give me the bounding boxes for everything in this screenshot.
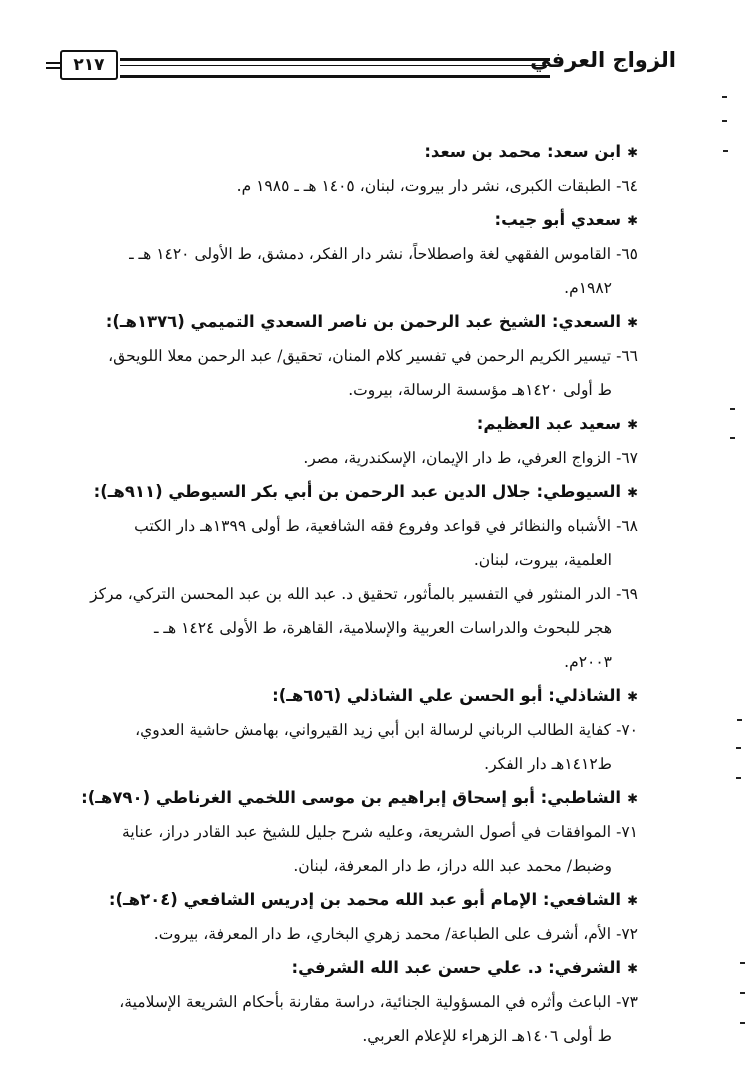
entry-line [36,747,638,781]
entry-line [36,849,638,883]
entry-number: ٦٤- [616,177,638,195]
asterisk-bullet-icon: ✱ [627,418,638,433]
author-name: ابن سعد: محمد بن سعد: [424,142,622,161]
entry-line [36,543,638,577]
entry-line [36,169,638,203]
entry-line [36,441,638,475]
author-name: الشاذلي: أبو الحسن علي الشاذلي (٦٥٦هـ): [272,686,622,705]
margin-mark [730,437,735,439]
asterisk-bullet-icon: ✱ [627,316,638,331]
header-double-rule [120,58,550,78]
bibliography-entry [36,985,638,1053]
entry-number: ٦٧- [616,449,638,467]
author-heading [36,475,638,509]
header-left-rule [46,62,60,64]
entry-text: ط١٤١٢هـ دار الفكر. [484,755,612,773]
author-heading [36,203,638,237]
entry-line [36,509,638,543]
author-name: الشافعي: الإمام أبو عبد الله محمد بن إدريس الشافعي (٢٠٤هـ): [108,890,622,909]
page-header [46,46,676,86]
entry-text: الأشباه والنظائر في قواعد وفروع فقه الشافعية، ط أولى ١٣٩٩هـ دار الكتب [134,517,612,535]
entry-line [36,645,638,679]
entry-number: ٧١- [616,823,638,841]
bibliography-entry [36,509,638,577]
author-heading [36,951,638,985]
page-number: ٢١٧ [60,50,118,80]
asterisk-bullet-icon: ✱ [627,690,638,705]
author-name: الشرفي: د. علي حسن عبد الله الشرفي: [291,958,622,977]
entry-text: الأم، أشرف على الطباعة/ محمد زهري البخاري، ط دار المعرفة، بيروت. [153,925,612,943]
bibliography-entry [36,917,638,951]
entry-text: هجر للبحوث والدراسات العربية والإسلامية، القاهرة، ط الأولى ١٤٢٤ هـ ـ [153,619,612,637]
running-title: الزواج العرفي [530,48,676,72]
entry-text: العلمية، بيروت، لبنان. [473,551,612,569]
entry-number: ٧٠- [616,721,638,739]
author-name: سعيد عبد العظيم: [476,414,622,433]
entry-line [36,1019,638,1053]
bibliography-entry [36,441,638,475]
entry-text: وضبط/ محمد عبد الله دراز، ط دار المعرفة، لبنان. [293,857,612,875]
entry-text: ١٩٨٢م. [564,279,612,297]
margin-mark [723,150,728,152]
author-name: السيوطي: جلال الدين عبد الرحمن بن أبي بكر السيوطي (٩١١هـ): [93,482,622,501]
entry-line [36,611,638,645]
margin-mark [722,120,727,122]
author-heading [36,883,638,917]
entry-text: ٢٠٠٣م. [564,653,612,671]
entry-text: الباعث وأثره في المسؤولية الجنائية، دراسة مقارنة بأحكام الشريعة الإسلامية، [119,993,612,1011]
margin-mark [740,962,745,964]
entry-line [36,985,638,1019]
entry-text: القاموس الفقهي لغة واصطلاحاً، نشر دار الفكر، دمشق، ط الأولى ١٤٢٠ هـ ـ [129,245,612,263]
asterisk-bullet-icon: ✱ [627,214,638,229]
entry-text: تيسير الكريم الرحمن في تفسير كلام المنان، تحقيق/ عبد الرحمن معلا اللويحق، [108,347,612,365]
author-heading [36,135,638,169]
entry-line [36,373,638,407]
entry-text: الزواج العرفي، ط دار الإيمان، الإسكندرية، مصر. [303,449,612,467]
entry-line [36,713,638,747]
margin-mark [730,408,735,410]
entry-line [36,917,638,951]
author-heading [36,781,638,815]
bibliography-entry [36,237,638,305]
bibliography-entry [36,169,638,203]
entry-text: الموافقات في أصول الشريعة، وعليه شرح جليل للشيخ عبد القادر دراز، عناية [122,823,612,841]
asterisk-bullet-icon: ✱ [627,962,638,977]
author-name: السعدي: الشيخ عبد الرحمن بن ناصر السعدي التميمي (١٣٧٦هـ): [105,312,622,331]
bibliography-entry [36,713,638,781]
entry-line [36,271,638,305]
asterisk-bullet-icon: ✱ [627,486,638,501]
entry-number: ٧٢- [616,925,638,943]
bibliography-entry [36,815,638,883]
entry-line [36,339,638,373]
entry-text: ط أولى ١٤٢٠هـ مؤسسة الرسالة، بيروت. [348,381,612,399]
asterisk-bullet-icon: ✱ [627,894,638,909]
entry-text: الطبقات الكبرى، نشر دار بيروت، لبنان، ١٤٠٥ هـ ـ ١٩٨٥ م. [236,177,612,195]
author-heading [36,679,638,713]
entry-number: ٦٩- [616,585,638,603]
bibliography-entry [36,339,638,407]
bibliography-list [36,135,638,1053]
margin-mark [740,1022,745,1024]
margin-mark [736,777,741,779]
entry-number: ٦٦- [616,347,638,365]
entry-number: ٦٨- [616,517,638,535]
asterisk-bullet-icon: ✱ [627,792,638,807]
entry-text: كفاية الطالب الرباني لرسالة ابن أبي زيد القيرواني، بهامش حاشية العدوي، [135,721,612,739]
bibliography-entry [36,577,638,679]
entry-text: الدر المنثور في التفسير بالمأثور، تحقيق د. عبد الله بن عبد المحسن التركي، مركز [90,585,612,603]
author-name: الشاطبي: أبو إسحاق إبراهيم بن موسى اللخمي الغرناطي (٧٩٠هـ): [81,788,622,807]
asterisk-bullet-icon: ✱ [627,146,638,161]
entry-line [36,237,638,271]
entry-line [36,577,638,611]
entry-line [36,815,638,849]
entry-text: ط أولى ١٤٠٦هـ الزهراء للإعلام العربي. [362,1027,612,1045]
margin-mark [722,96,727,98]
author-heading [36,305,638,339]
entry-number: ٦٥- [616,245,638,263]
margin-mark [736,747,741,749]
entry-number: ٧٣- [616,993,638,1011]
author-name: سعدي أبو جيب: [494,210,622,229]
margin-mark [737,719,742,721]
margin-mark [740,992,745,994]
author-heading [36,407,638,441]
